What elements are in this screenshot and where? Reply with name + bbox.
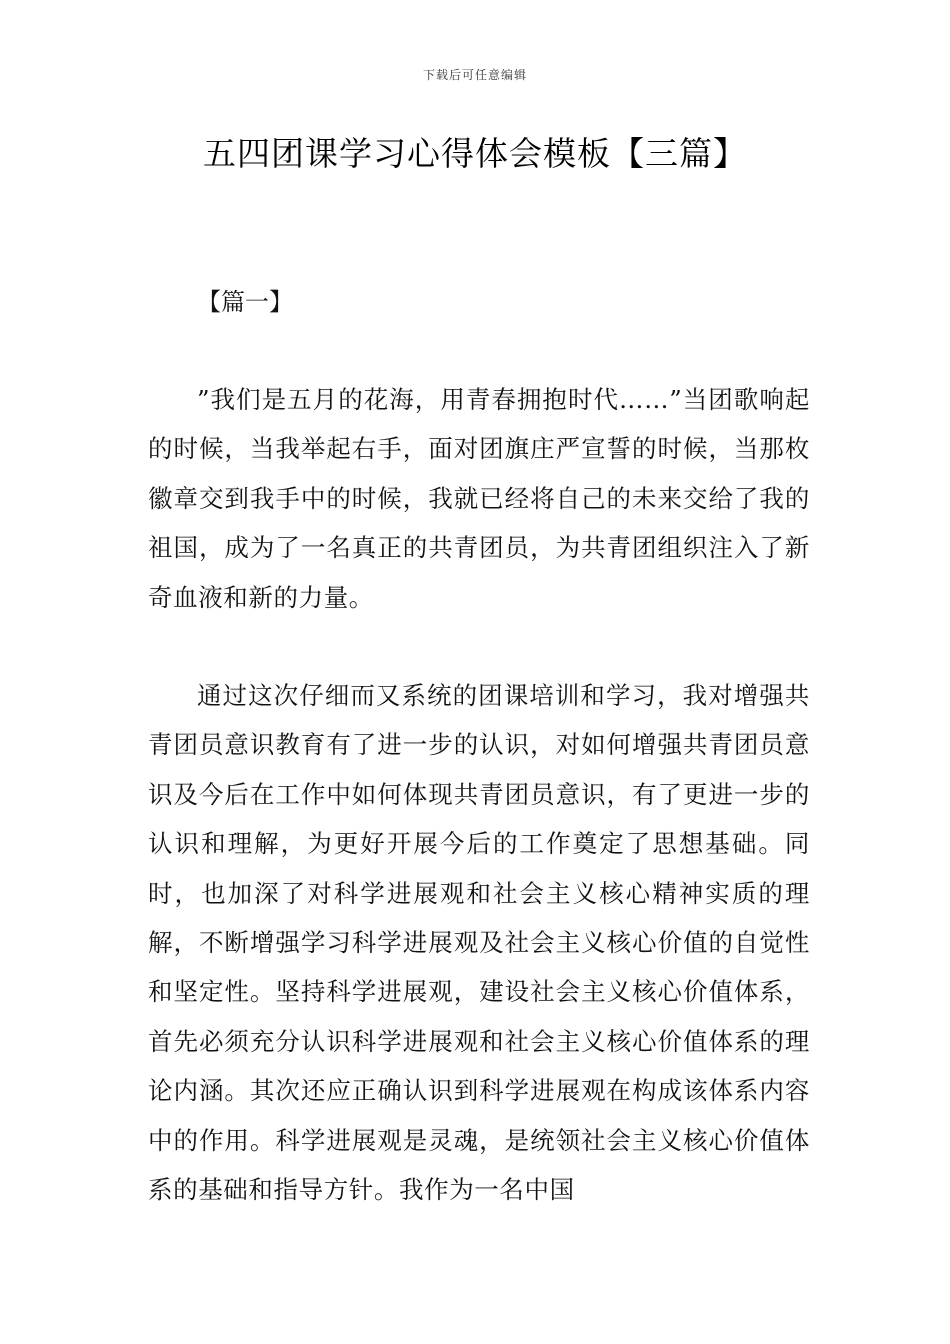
body-paragraph-1: ”我们是五月的花海，用青春拥抱时代……”当团歌响起的时候，当我举起右手，面对团旗庄严宣誓的时候，当那枚徽章交到我手中的时候，我就已经将自己的未来交给了我的祖国，成为了一名真正的共青团员，为共青团组织注入了新奇血液和新的力量。: [148, 385, 810, 612]
section-heading: 【篇一】: [197, 288, 293, 316]
body-paragraph-2: 通过这次仔细而又系统的团课培训和学习，我对增强共青团员意识教育有了进一步的认识，对如何增强共青团员意识及今后在工作中如何体现共青团员意识，有了更进一步的认识和理解，为更好开展今后的工作奠定了思想基础。同时，也加深了对科学进展观和社会主义核心精神实质的理解，不断增强学习科学进展观及社会主义核心价值的自觉性和坚定性。坚持科学进展观，建设社会主义核心价值体系，首先必须充分认识科学进展观和社会主义核心价值体系的理论内涵。其次还应正确认识到科学进展观在构成该体系内容中的作用。科学进展观是灵魂，是统领社会主义核心价值体系的基础和指导方针。我作为一名中国: [148, 681, 810, 1205]
document-title: 五四团课学习心得体会模板【三篇】: [203, 134, 747, 173]
header-note: 下载后可任意编辑: [422, 68, 527, 82]
